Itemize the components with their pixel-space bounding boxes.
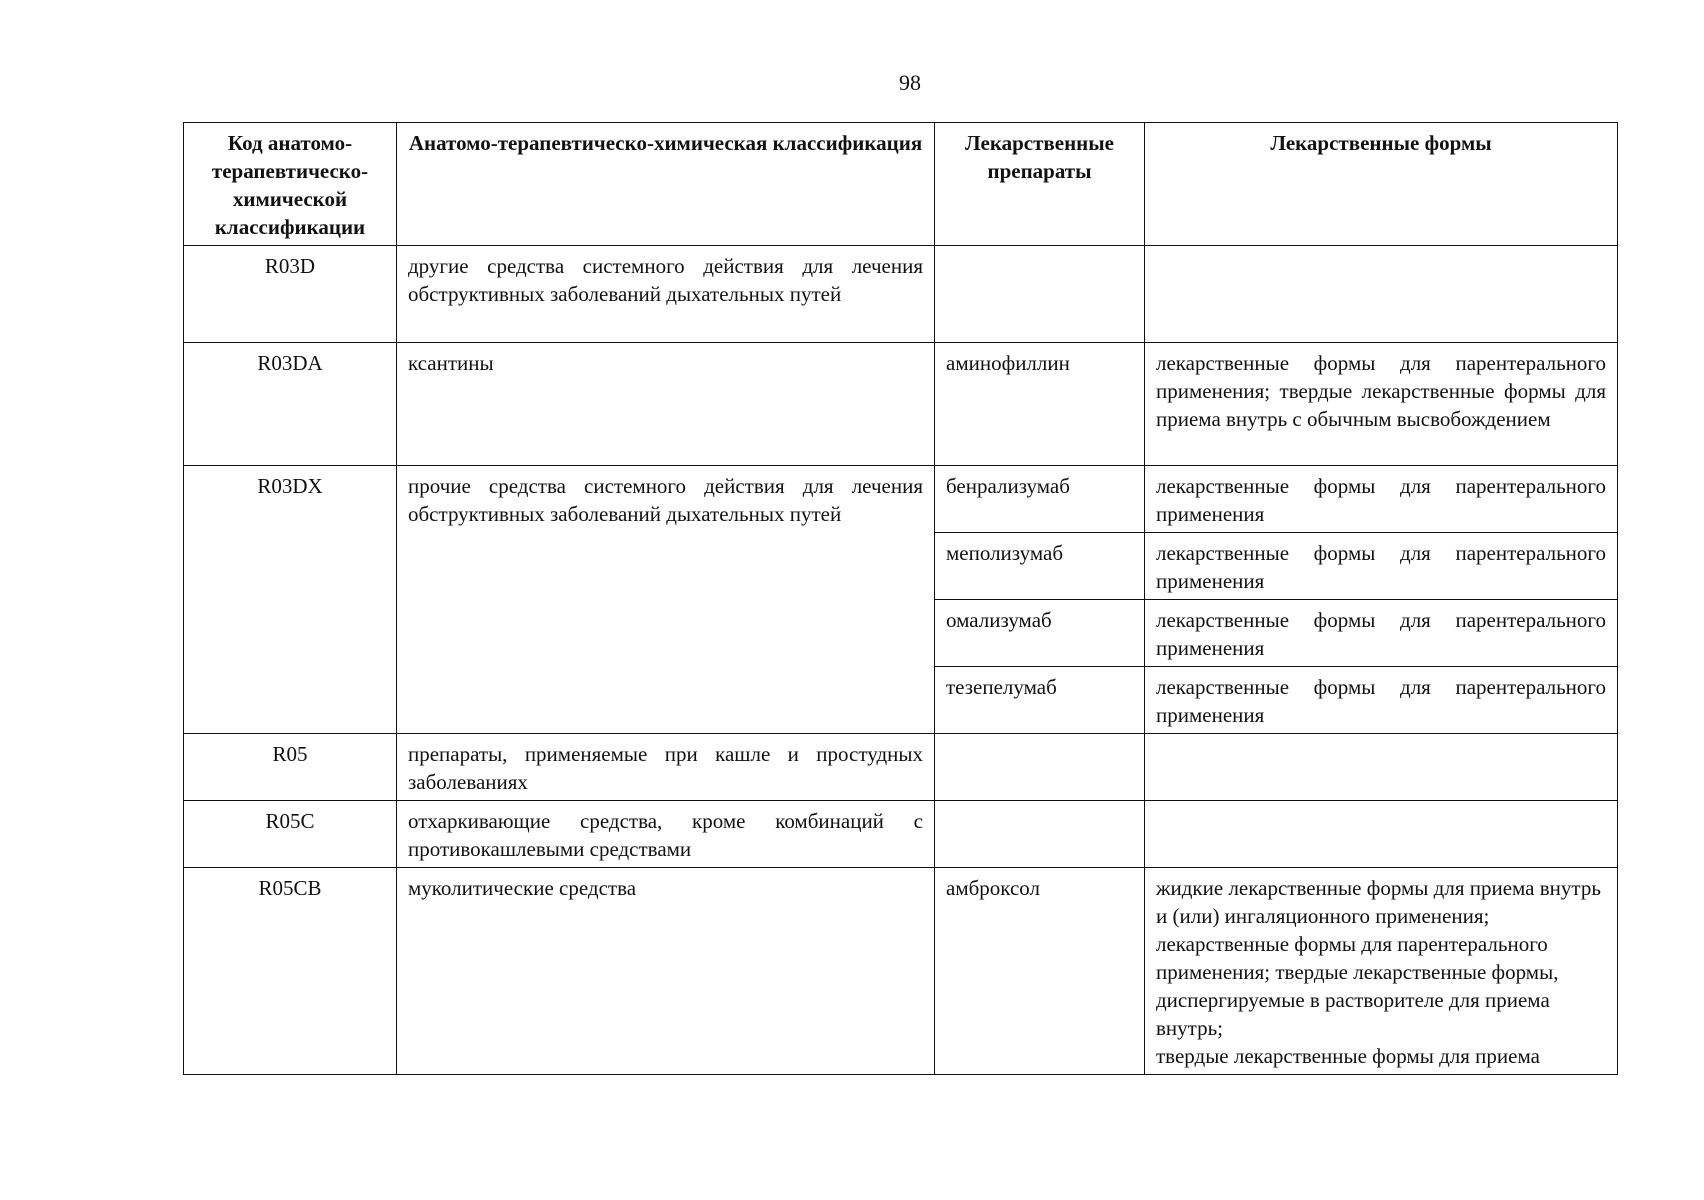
- atc-classification-table: [183, 122, 1618, 1075]
- forms-cell: лекарственные формы для парентерального применения: [1145, 667, 1618, 734]
- header-atc-code: Код анатомо-терапевтическо-химической классификации: [184, 123, 397, 246]
- forms-cell: [1145, 801, 1618, 868]
- atc-code-cell: R03D: [184, 246, 397, 343]
- table-row: [184, 801, 1618, 868]
- header-atc-classification: Анатомо-терапевтическо-химическая классификация: [397, 123, 935, 246]
- drug-cell: бенрализумаб: [935, 466, 1145, 533]
- atc-code-cell: R03DX: [184, 466, 397, 734]
- classification-cell: муколитические средства: [397, 868, 935, 1075]
- atc-code-cell: R05CB: [184, 868, 397, 1075]
- header-medicines: Лекарственные препараты: [935, 123, 1145, 246]
- forms-cell: лекарственные формы для парентерального применения: [1145, 600, 1618, 667]
- drug-cell: аминофиллин: [935, 343, 1145, 466]
- table-row: [184, 868, 1618, 1075]
- classification-cell: отхаркивающие средства, кроме комбинаций с противокашлевыми средствами: [397, 801, 935, 868]
- classification-cell: прочие средства системного действия для лечения обструктивных заболеваний дыхательных путей: [397, 466, 935, 734]
- atc-code-cell: R03DA: [184, 343, 397, 466]
- classification-cell: другие средства системного действия для лечения обструктивных заболеваний дыхательных путей: [397, 246, 935, 343]
- forms-cell: [1145, 246, 1618, 343]
- drug-cell: [935, 734, 1145, 801]
- drug-cell: меполизумаб: [935, 533, 1145, 600]
- forms-cell: лекарственные формы для парентерального применения: [1145, 533, 1618, 600]
- atc-code-cell: R05C: [184, 801, 397, 868]
- table-row: [184, 246, 1618, 343]
- forms-cell: [1145, 868, 1618, 1075]
- table-header-row: [184, 123, 1618, 246]
- drug-cell: [935, 246, 1145, 343]
- drug-cell: амброксол: [935, 868, 1145, 1075]
- forms-text-continued: твердые лекарственные формы для приема: [1156, 1044, 1540, 1068]
- classification-cell: препараты, применяемые при кашле и простудных заболеваниях: [397, 734, 935, 801]
- table-row: [184, 734, 1618, 801]
- table-row: [184, 466, 1618, 533]
- header-dosage-forms: Лекарственные формы: [1145, 123, 1618, 246]
- classification-cell: ксантины: [397, 343, 935, 466]
- forms-cell: лекарственные формы для парентерального применения: [1145, 466, 1618, 533]
- page-number: 98: [899, 70, 921, 95]
- forms-cell: лекарственные формы для парентерального применения; твердые лекарственные формы для приема внутрь с обычным высвобождением: [1145, 343, 1618, 466]
- drug-cell: омализумаб: [935, 600, 1145, 667]
- forms-cell: [1145, 734, 1618, 801]
- table-row: [184, 343, 1618, 466]
- drug-cell: тезепелумаб: [935, 667, 1145, 734]
- forms-text: жидкие лекарственные формы для приема внутрь и (или) ингаляционного применения; лекарственные формы для парентерального применения; твердые лекарственные формы, диспергируемые в растворителе для приема внутрь;: [1156, 876, 1601, 1040]
- drug-cell: [935, 801, 1145, 868]
- atc-code-cell: R05: [184, 734, 397, 801]
